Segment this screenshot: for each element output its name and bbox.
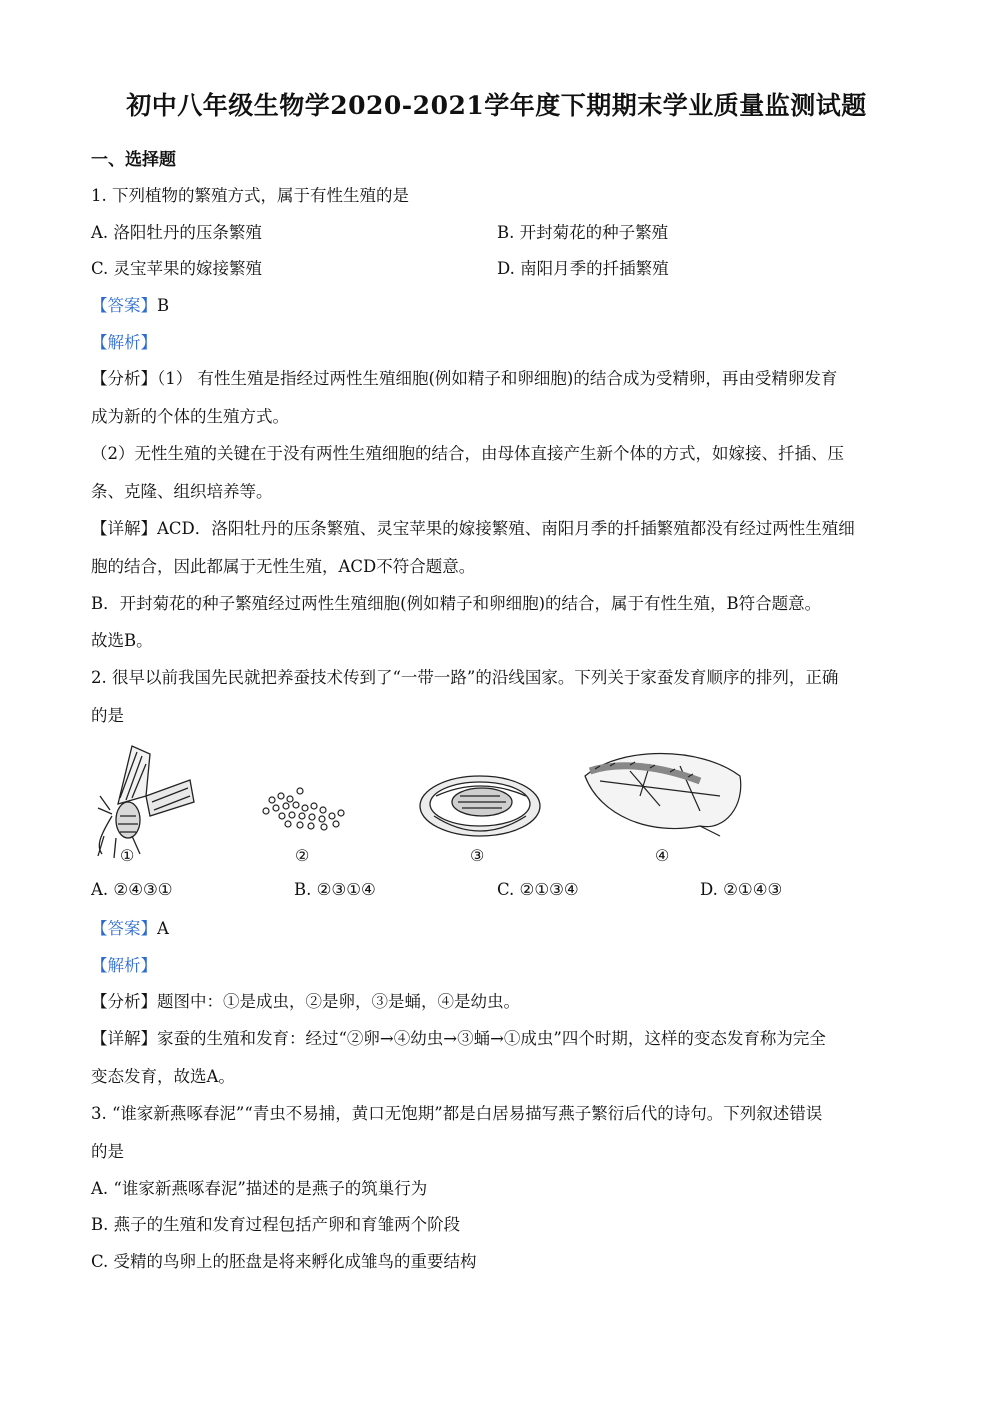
q1-stem: 1. 下列植物的繁殖方式，属于有性生殖的是 [91,186,409,205]
eggs-illustration [263,788,344,830]
q1-analysis-tag: 【解析】 [91,333,157,352]
fig-label-4: ④ [655,846,670,865]
answer-value: A [157,919,169,938]
q1-line-2: 成为新的个体的生殖方式。 [91,407,289,426]
q1-line-3: （2）无性生殖的关键在于没有两性生殖细胞的结合，由母体直接产生新个体的方式，如嫁接、扦插、压 [91,444,844,463]
q1-answer [91,296,169,316]
q1-line-1: 【分析】（1） 有性生殖是指经过两性生殖细胞(例如精子和卵细胞)的结合成为受精卵，再由受精卵发育 [91,369,838,388]
q2-stem-line-1: 2. 很早以前我国先民就把养蚕技术传到了“一带一路”的沿线国家。下列关于家蚕发育顺序的排列，正确 [91,668,839,687]
fig-label-1: ① [120,846,135,865]
q2-option-a: A. ②④③① [91,880,173,899]
q2-analysis-tag: 【解析】 [91,956,157,975]
q3-option-c: C. 受精的鸟卵上的胚盘是将来孵化成雏鸟的重要结构 [91,1252,477,1271]
larva-on-leaf-illustration [585,754,741,837]
answer-tag: 【答案】 [91,296,157,315]
q1-option-a: A. 洛阳牡丹的压条繁殖 [91,223,262,242]
q1-line-6: 胞的结合，因此都属于无性生殖，ACD不符合题意。 [91,557,476,576]
q1-line-4: 条、克隆、组织培养等。 [91,482,273,501]
q2-option-c: C. ②①③④ [497,880,579,899]
q3-stem-line-2: 的是 [91,1142,124,1161]
q3-option-a: A. “谁家新燕啄春泥”描述的是燕子的筑巢行为 [91,1179,428,1198]
answer-value: B [157,296,170,315]
q1-option-c: C. 灵宝苹果的嫁接繁殖 [91,259,263,278]
cocoon-illustration [420,776,540,836]
q2-answer [91,919,169,939]
section-heading: 一、选择题 [91,150,176,170]
fig-label-2: ② [295,846,310,865]
page-title: 初中八年级生物学2020-2021学年度下期期末学业质量监测试题 [126,91,867,120]
q1-line-7: B．开封菊花的种子繁殖经过两性生殖细胞(例如精子和卵细胞)的结合，属于有性生殖，B符合题意。 [91,594,822,613]
q1-line-5: 【详解】ACD．洛阳牡丹的压条繁殖、灵宝苹果的嫁接繁殖、南阳月季的扦插繁殖都没有经过两性生殖细 [91,519,855,538]
q2-line-3: 变态发育，故选A。 [91,1067,235,1086]
answer-tag: 【答案】 [91,919,157,938]
q2-line-2: 【详解】家蚕的生殖和发育：经过“②卵→④幼虫→③蛹→①成虫”四个时期，这样的变态发育称为完全 [91,1029,826,1048]
q2-stem-line-2: 的是 [91,706,124,725]
q3-stem-line-1: 3. “谁家新燕啄春泥”“青虫不易捕，黄口无饱期”都是白居易描写燕子繁衍后代的诗句。下列叙述错误 [91,1104,823,1123]
moth-illustration [98,746,194,858]
q2-line-1: 【分析】题图中：①是成虫，②是卵，③是蛹，④是幼虫。 [91,992,520,1011]
q2-option-b: B. ②③①④ [294,880,376,899]
silkworm-stages-figure [0,736,993,871]
q1-option-d: D. 南阳月季的扦插繁殖 [497,259,669,278]
q1-line-8: 故选B。 [91,631,153,650]
q3-option-b: B. 燕子的生殖和发育过程包括产卵和育雏两个阶段 [91,1215,461,1234]
q1-option-b: B. 开封菊花的种子繁殖 [497,223,669,242]
q2-option-d: D. ②①④③ [700,880,783,899]
fig-label-3: ③ [470,846,485,865]
